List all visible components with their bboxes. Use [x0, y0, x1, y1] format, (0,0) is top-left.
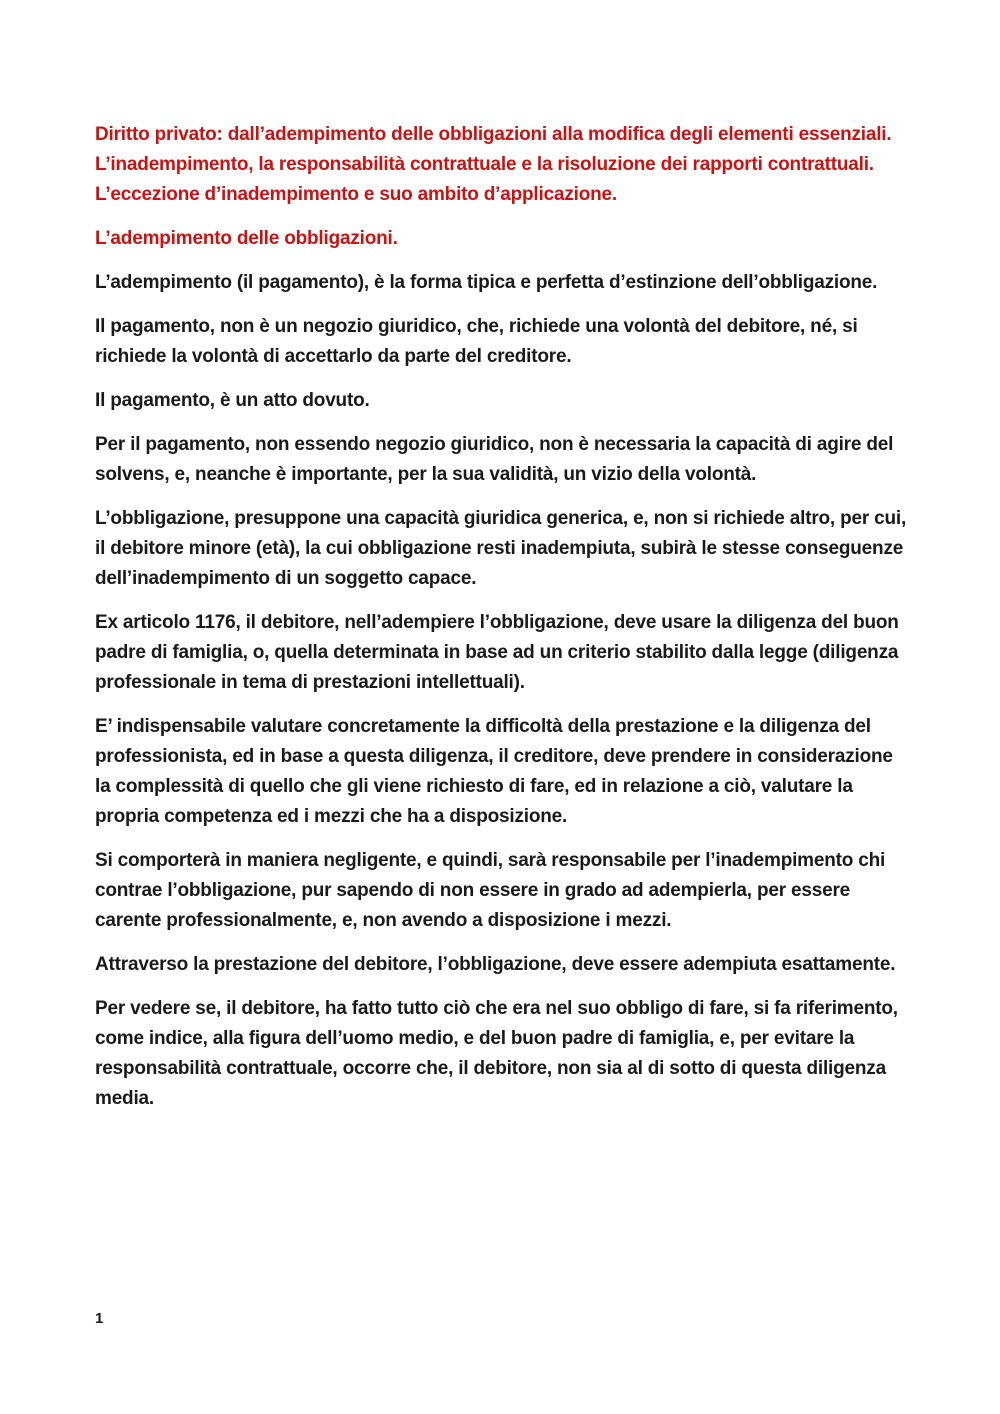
paragraph: Attraverso la prestazione del debitore, l’obbligazione, deve essere adempiuta esattamente.: [95, 954, 896, 975]
section-heading: L’adempimento delle obbligazioni.: [95, 228, 398, 249]
paragraph: Il pagamento, non è un negozio giuridico, che, richiede una volontà del debitore, né, si richiede la volontà di accettarlo da parte del creditore.: [95, 316, 858, 367]
paragraph: E’ indispensabile valutare concretamente la difficoltà della prestazione e la diligenza del professionista, ed in base a questa diligenza, il creditore, deve prendere in considerazione la complessità di quello che gli viene richiesto di fare, ed in relazione a ciò, valutare la propria competenza ed i mezzi che ha a disposizione.: [95, 716, 893, 827]
document-body: [95, 120, 910, 1128]
paragraph: Ex articolo 1176, il debitore, nell’adempiere l’obbligazione, deve usare la diligenza del buon padre di famiglia, o, quella determinata in base ad un criterio stabilito dalla legge (diligenza professionale in tema di prestazioni intellettuali).: [95, 612, 899, 693]
paragraph: Per vedere se, il debitore, ha fatto tutto ciò che era nel suo obbligo di fare, si fa riferimento, come indice, alla figura dell’uomo medio, e del buon padre di famiglia, e, per evitare la responsabilità contrattuale, occorre che, il debitore, non sia al di sotto di questa diligenza media.: [95, 998, 898, 1109]
page-number: 1: [95, 1310, 104, 1327]
paragraph: Il pagamento, è un atto dovuto.: [95, 390, 370, 411]
paragraph: L’obbligazione, presuppone una capacità giuridica generica, e, non si richiede altro, per cui, il debitore minore (età), la cui obbligazione resti inadempiuta, subirà le stesse conseguenze dell’inadempimento di un soggetto capace.: [95, 508, 907, 589]
paragraph: Si comporterà in maniera negligente, e quindi, sarà responsabile per l’inadempimento chi contrae l’obbligazione, pur sapendo di non essere in grado ad adempierla, per essere carente professionalmente, e, non avendo a disposizione i mezzi.: [95, 850, 886, 931]
paragraph: L’adempimento (il pagamento), è la forma tipica e perfetta d’estinzione dell’obbligazione.: [95, 272, 878, 293]
document-title: Diritto privato: dall’adempimento delle obbligazioni alla modifica degli elementi essenziali. L’inadempimento, la responsabilità contrattuale e la risoluzione dei rapporti contrattuali. L’eccezione d’inadempimento e suo ambito d’applicazione.: [95, 124, 892, 205]
paragraph: Per il pagamento, non essendo negozio giuridico, non è necessaria la capacità di agire del solvens, e, neanche è importante, per la sua validità, un vizio della volontà.: [95, 434, 894, 485]
